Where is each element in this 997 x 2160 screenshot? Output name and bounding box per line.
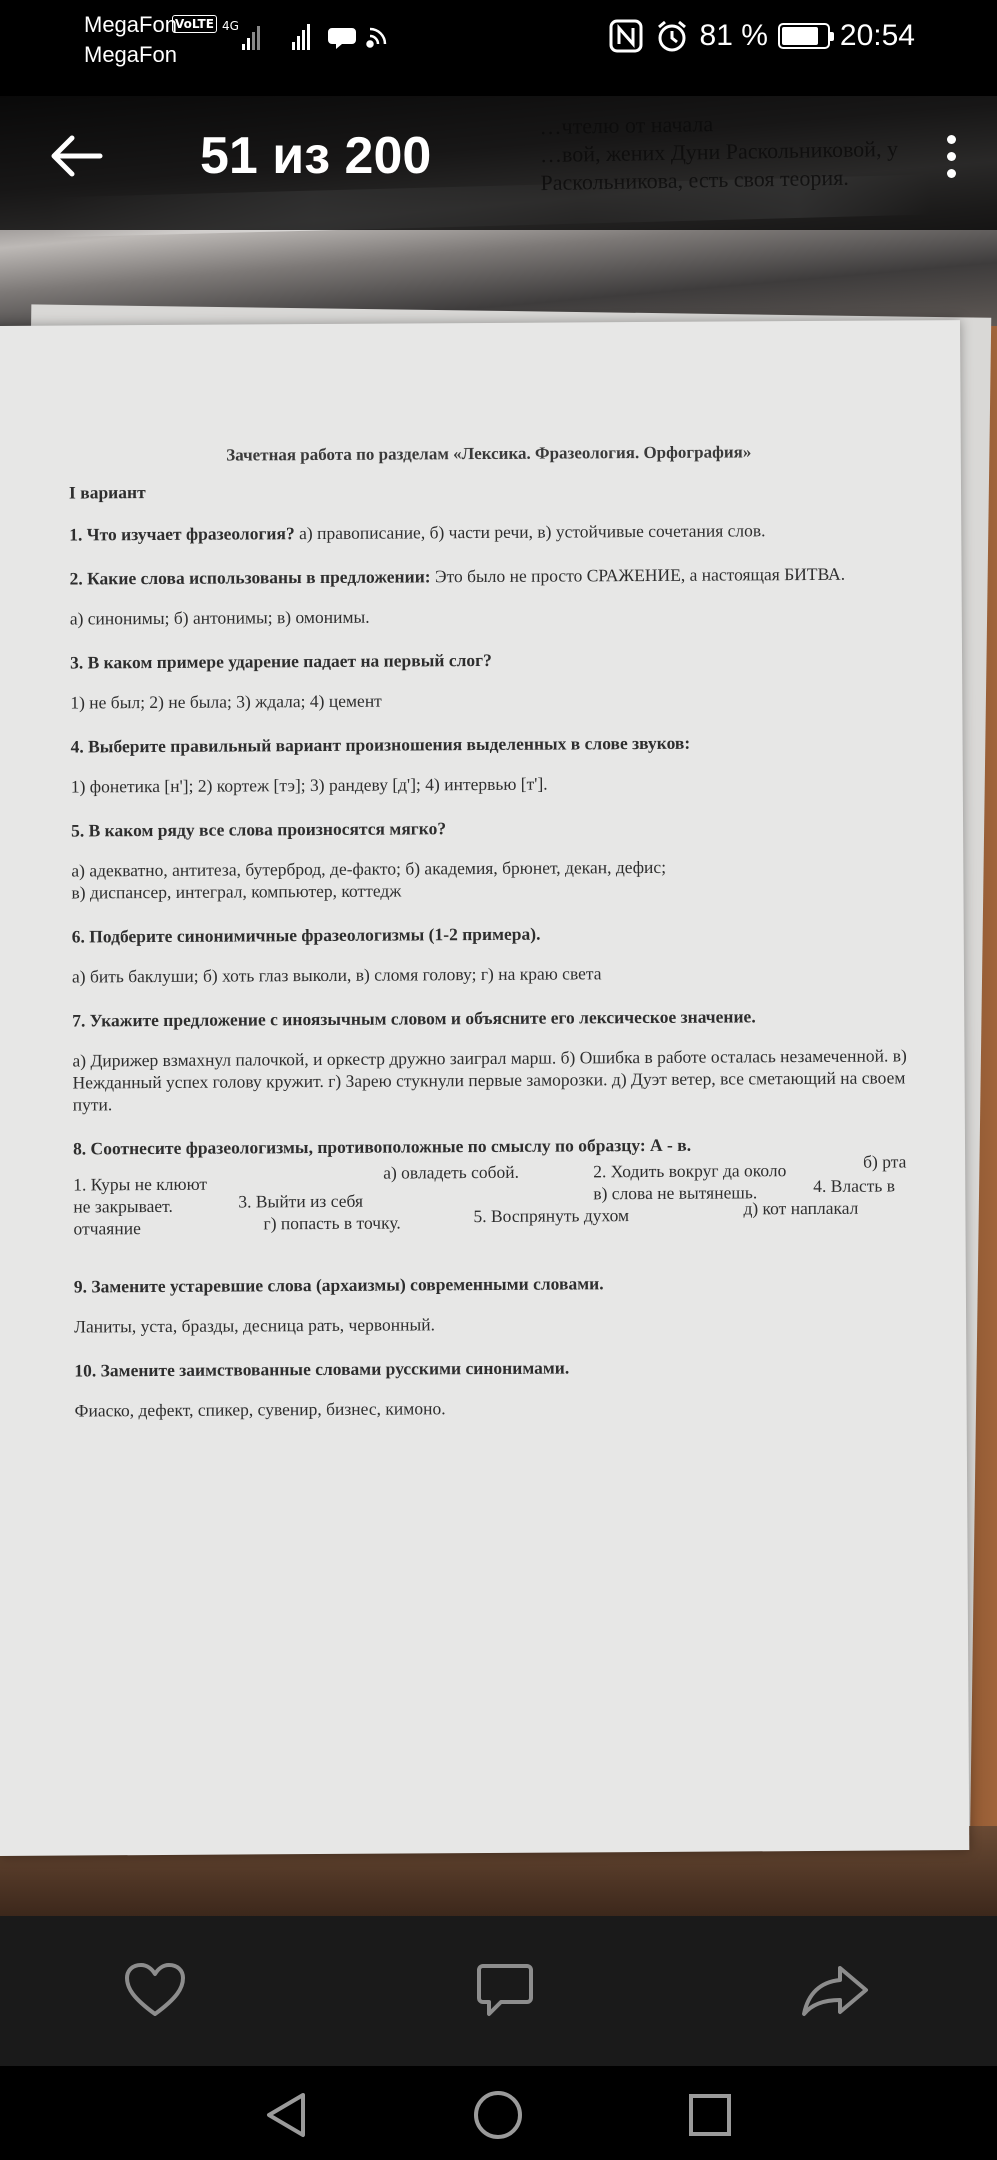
photo-viewer[interactable] bbox=[0, 96, 997, 1916]
wifi-hotspot-icon bbox=[368, 29, 386, 47]
back-triangle-icon bbox=[261, 2089, 309, 2141]
battery-percent: 81 % bbox=[699, 19, 768, 52]
question-1: 1. Что изучает фразеология? а) правописание, б) части речи, в) устойчивые сочетания слов. bbox=[69, 520, 766, 545]
question-6: 6. Подберите синонимичные фразеологизмы (1-2 примера). а) бить баклуши; б) хоть глаз выколи, в) сломя голову; г) на краю света bbox=[71, 923, 602, 987]
share-button[interactable] bbox=[795, 1950, 875, 2030]
battery-icon bbox=[778, 23, 830, 49]
question-7: 7. Укажите предложение с иноязычным словом и объясните его лексическое значение. а) Дирижер взмахнул палочкой, и оркестр дружно заиграл марш. б) Ошибка в работе осталась незамеченной. в) Нежданный успех голову кружит. г) Зарею стукнули первые заморозки. д) Дуэт ветер, все сметающий на своем пути. bbox=[72, 1006, 907, 1115]
question-8: 8. Соотнесите фразеологизмы, противоположные по смыслу по образцу: А - в. 1. Куры не клюют а) овладеть собой. 2. Ходить вокруг да около б) рта не закрывает. 3. Выйти из себя в) слова не вытянешь. 4. Власть в отчаяние г) попасть в точку. 5. Воспрянуть духом д) кот наплакал bbox=[73, 1132, 914, 1253]
app-bar bbox=[0, 96, 997, 230]
question-9: 9. Замените устаревшие слова (архаизмы) современными словами. Ланиты, уста, бразды, десница рать, червонный. bbox=[73, 1273, 604, 1337]
carrier-name-secondary: MegaFon bbox=[84, 42, 177, 67]
more-dot-icon bbox=[947, 169, 956, 178]
nav-recents-button[interactable] bbox=[675, 2080, 745, 2150]
question-4: 4. Выберите правильный вариант произношения выделенных в слове звуков: 1) фонетика [н']; 2) кортеж [тэ]; 3) рандеву [д']; 4) интервью [т']. bbox=[70, 732, 691, 797]
status-bar bbox=[0, 0, 997, 96]
signal-icons bbox=[220, 14, 420, 58]
nav-home-button[interactable] bbox=[463, 2080, 533, 2150]
signal-strength-icon bbox=[220, 14, 420, 54]
clock: 20:54 bbox=[839, 19, 915, 52]
more-dot-icon bbox=[947, 135, 956, 144]
home-circle-icon bbox=[470, 2087, 526, 2143]
question-2: 2. Какие слова использованы в предложении: Это было не просто СРАЖЕНИЕ, а настоящая БИТВА. а) синонимы; б) антонимы; в) омонимы. bbox=[69, 563, 846, 629]
exam-text bbox=[69, 440, 915, 1443]
alarm-icon bbox=[654, 18, 690, 54]
comment-button[interactable] bbox=[465, 1950, 545, 2030]
network-type: 4G bbox=[222, 19, 239, 33]
share-icon bbox=[800, 1962, 870, 2018]
exam-title: Зачетная работа по разделам «Лексика. Фразеология. Орфография» bbox=[226, 442, 752, 465]
status-right bbox=[608, 16, 915, 56]
question-5: 5. В каком ряду все слова произносятся мягко? а) адекватно, антитеза, бутерброд, де-факто; б) академия, брюнет, декан, дефис; в) диспансер, интеграл, компьютер, коттедж bbox=[71, 818, 667, 903]
more-options-button[interactable] bbox=[929, 124, 973, 188]
image-counter: 51 из 200 bbox=[200, 127, 432, 185]
message-icon bbox=[328, 28, 356, 49]
question-10: 10. Замените заимствованные словами русскими синонимами. Фиаско, дефект, спикер, сувенир, бизнес, кимоно. bbox=[74, 1357, 570, 1421]
more-dot-icon bbox=[947, 152, 956, 161]
navigation-bar bbox=[0, 2066, 997, 2160]
nfc-icon bbox=[608, 18, 644, 54]
battery-level-fill bbox=[782, 27, 818, 45]
nav-back-button[interactable] bbox=[250, 2080, 320, 2150]
question-3: 3. В каком примере ударение падает на первый слог? 1) не был; 2) не была; 3) ждала; 4) цемент bbox=[69, 649, 492, 713]
arrow-left-icon bbox=[48, 134, 104, 178]
action-bar bbox=[0, 1916, 997, 2066]
back-button[interactable] bbox=[44, 124, 108, 188]
carrier-name-primary: MegaFon bbox=[84, 12, 177, 37]
match-grid: 1. Куры не клюют а) овладеть собой. 2. Ходить вокруг да около б) рта не закрывает. 3. Выйти из себя в) слова не вытянешь. 4. Власть в отчаяние г) попасть в точку. 5. Воспрянуть духом д) кот наплакал bbox=[73, 1151, 907, 1239]
volte-badge: VoLTE bbox=[172, 15, 217, 33]
like-button[interactable] bbox=[115, 1950, 195, 2030]
exam-sheet bbox=[0, 320, 969, 1856]
comment-icon bbox=[475, 1960, 535, 2020]
exam-variant: I вариант bbox=[68, 482, 146, 503]
recents-square-icon bbox=[685, 2090, 735, 2140]
heart-icon bbox=[123, 1962, 187, 2018]
